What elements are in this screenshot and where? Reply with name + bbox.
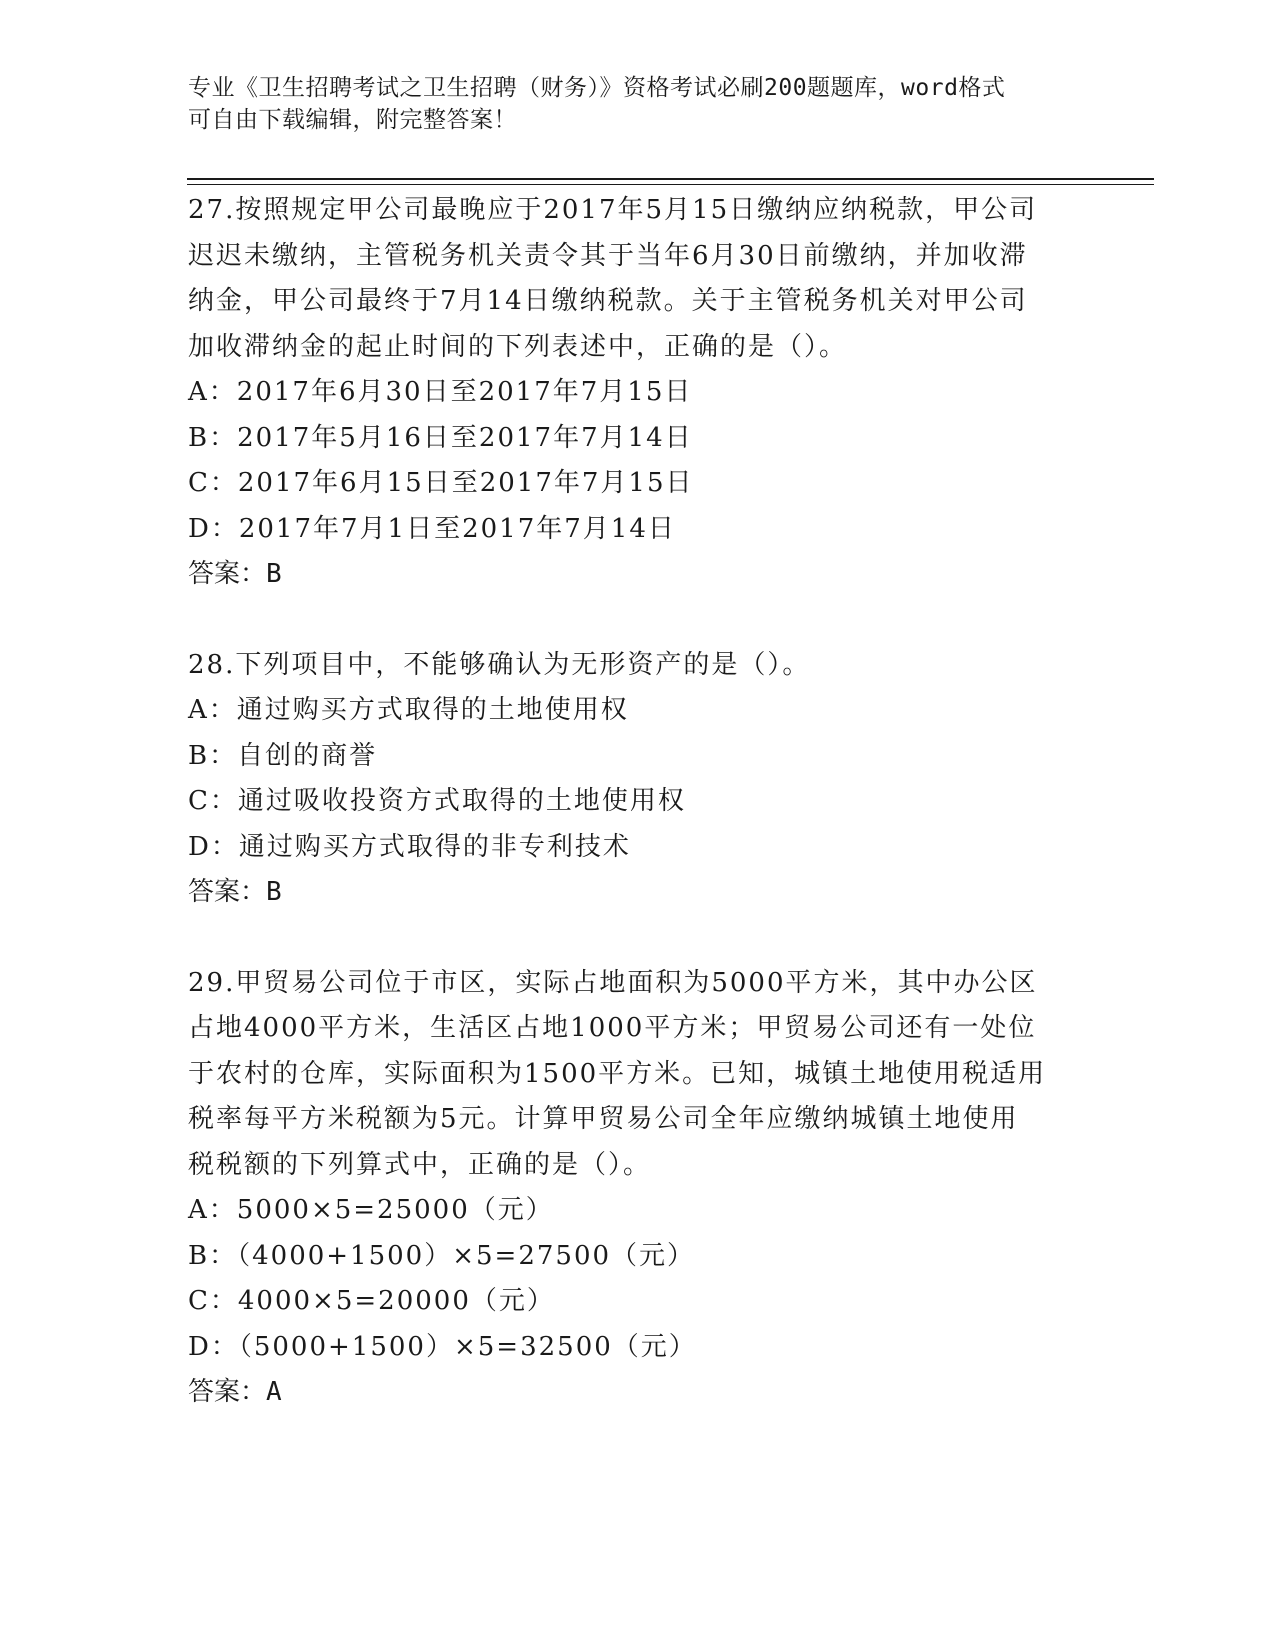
option-d: D：通过购买方式取得的非专利技术 [188, 831, 631, 862]
question-stem-line: 占地4000平方米，生活区占地1000平方米；甲贸易公司还有一处位 [188, 1013, 1037, 1043]
question-stem-line: 迟迟未缴纳，主管税务机关责令其于当年6月30日前缴纳，并加收滞 [188, 240, 1028, 271]
question-27 [188, 188, 1088, 598]
question-spacer [188, 598, 1088, 643]
option-c: C：2017年6月15日至2017年7月15日 [188, 468, 694, 498]
header-divider-thick [187, 178, 1154, 180]
question-28 [188, 643, 1088, 916]
option-b: B：自创的商誉 [188, 740, 378, 771]
question-stem-line: 27.按照规定甲公司最晚应于2017年5月15日缴纳应纳税款，甲公司 [188, 195, 1038, 225]
header-divider-thin [187, 184, 1154, 185]
option-c: C：通过吸收投资方式取得的土地使用权 [188, 786, 686, 816]
question-stem-line: 29.甲贸易公司位于市区，实际占地面积为5000平方米，其中办公区 [188, 967, 1038, 998]
option-a: A：5000×5=25000（元） [188, 1195, 554, 1225]
option-c: C：4000×5=20000（元） [188, 1286, 555, 1316]
option-d: D：2017年7月1日至2017年7月14日 [188, 513, 676, 544]
question-stem-line: 税率每平方米税额为5元。计算甲贸易公司全年应缴纳城镇土地使用 [188, 1104, 1019, 1134]
question-stem-line: 加收滞纳金的起止时间的下列表述中，正确的是（）。 [188, 331, 848, 362]
question-list [188, 188, 1088, 1416]
option-b: B：（4000+1500）×5=27500（元） [188, 1240, 696, 1271]
question-stem-line: 税税额的下列算式中，正确的是（）。 [188, 1149, 652, 1180]
question-stem-line: 于农村的仓库，实际面积为1500平方米。已知，城镇土地使用税适用 [188, 1058, 1047, 1089]
option-a: A：通过购买方式取得的土地使用权 [188, 695, 629, 725]
header-title-line-1: 专业《卫生招聘考试之卫生招聘（财务）》资格考试必刷200题题库，word格式 [188, 75, 1006, 101]
question-stem-line: 纳金，甲公司最终于7月14日缴纳税款。关于主管税务机关对甲公司 [188, 286, 1028, 316]
question-29 [188, 961, 1088, 1416]
page-header [188, 72, 1088, 136]
answer-label: 答案：A [188, 1377, 282, 1407]
option-d: D：（5000+1500）×5=32500（元） [188, 1331, 697, 1362]
answer-label: 答案：B [188, 877, 282, 907]
question-spacer [188, 916, 1088, 961]
header-title-line-2: 可自由下载编辑，附完整答案！ [188, 107, 517, 133]
question-stem-line: 28.下列项目中，不能够确认为无形资产的是（）。 [188, 649, 811, 680]
answer-label: 答案：B [188, 559, 282, 589]
option-b: B：2017年5月16日至2017年7月14日 [188, 422, 693, 453]
option-a: A：2017年6月30日至2017年7月15日 [188, 377, 693, 407]
